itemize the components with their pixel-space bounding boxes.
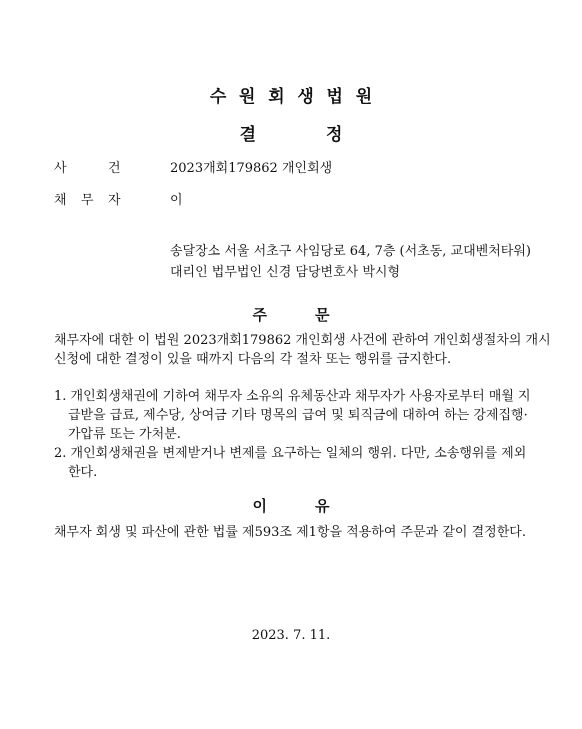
reason-heading-left: 이 — [252, 497, 267, 515]
decision-date: 2023. 7. 11. — [251, 628, 331, 643]
order-item-1-line-2: 급받을 급료, 제수당, 상여금 기타 명목의 급여 및 퇴직금에 대하여 하는 강제집행· — [68, 408, 528, 423]
order-heading-right: 문 — [315, 306, 330, 324]
order-heading-left: 주 — [252, 306, 267, 324]
order-item-2-line-1: 2. 개인회생채권을 변제받거나 변제를 요구하는 일체의 행위. 다만, 소송행위를 제외 — [54, 446, 527, 461]
case-label-2: 건 — [108, 161, 121, 176]
document-type — [0, 120, 582, 145]
debtor-label-2: 무 — [81, 193, 94, 208]
legal-agent: 대리인 법무법인 신경 담당변호사 박시형 — [170, 265, 401, 280]
case-label-1: 사 — [54, 161, 67, 176]
debtor-label-3: 자 — [108, 193, 121, 208]
reason-heading-right: 유 — [315, 497, 330, 515]
service-address: 송달장소 서울 서초구 사임당로 64, 7층 (서초동, 교대벤처타워) — [170, 244, 531, 259]
order-item-1-line-3: 가압류 또는 가처분. — [68, 427, 181, 442]
order-heading — [0, 304, 582, 325]
order-intro-line-1: 채무자에 대한 이 법원 2023개회179862 개인회생 사건에 관하여 개인회생절차의 개시 — [54, 333, 551, 348]
reason-text: 채무자 회생 및 파산에 관한 법률 제593조 제1항을 적용하여 주문과 같이 결정한다. — [54, 525, 526, 540]
order-item-2-line-2: 한다. — [68, 465, 98, 480]
court-name: 수원회생법원 — [209, 87, 385, 107]
order-intro-line-2: 신청에 대한 결정이 있을 때까지 다음의 각 절차 또는 행위를 금지한다. — [54, 352, 452, 367]
debtor-name: 이 — [170, 193, 183, 208]
document-type-left: 결 — [239, 125, 256, 145]
order-item-1-line-1: 1. 개인회생채권에 기하여 채무자 소유의 유체동산과 채무자가 사용자로부터 매월 지 — [54, 389, 531, 404]
reason-heading — [0, 495, 582, 516]
case-number: 2023개회179862 개인회생 — [170, 161, 333, 176]
document-type-right: 정 — [326, 125, 343, 145]
debtor-label-1: 채 — [54, 193, 67, 208]
